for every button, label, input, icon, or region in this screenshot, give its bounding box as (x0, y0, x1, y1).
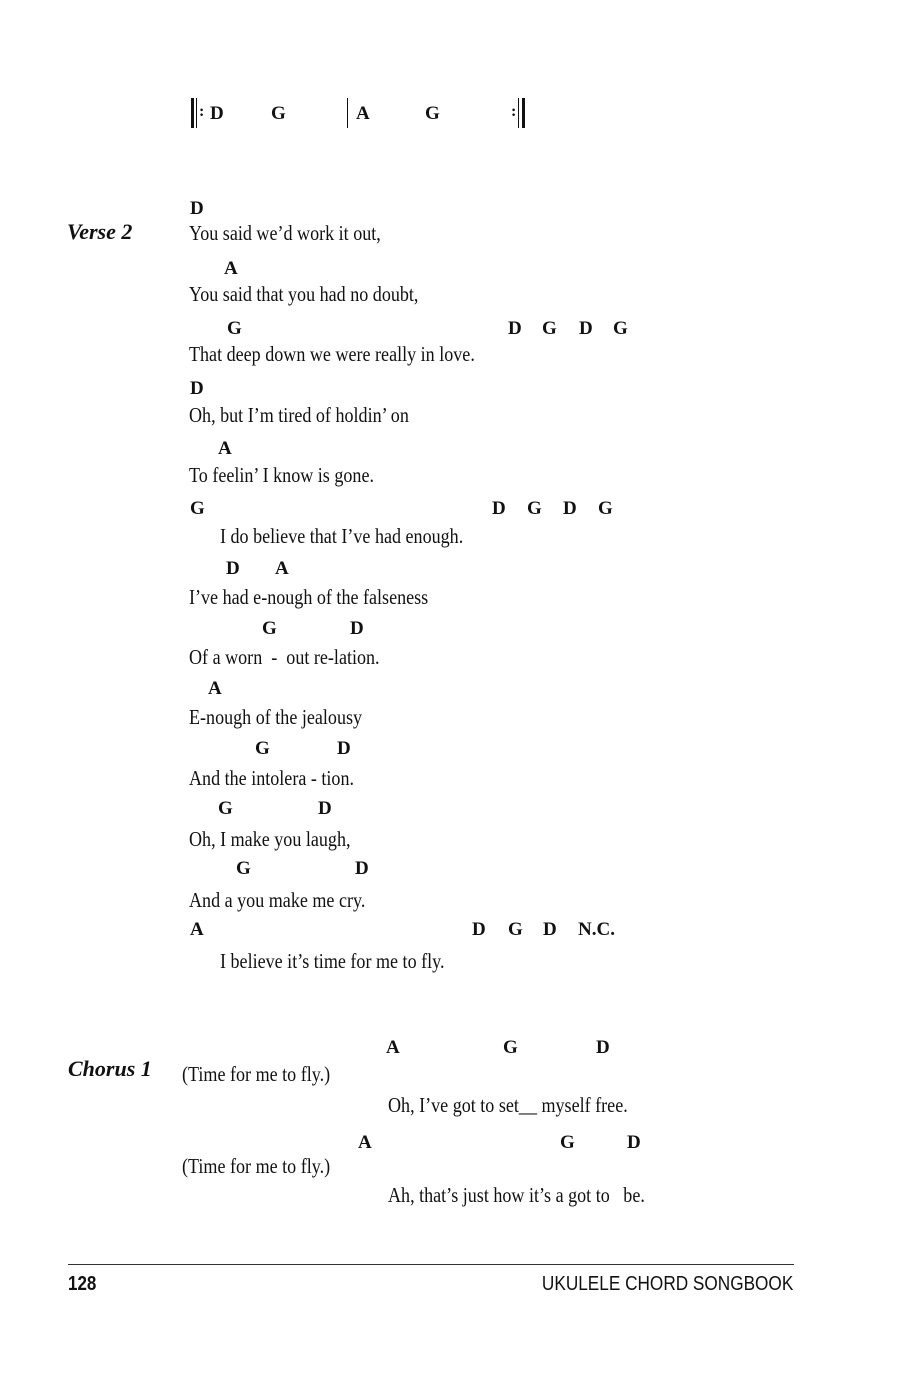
chord: A (386, 1037, 400, 1058)
chord: D (350, 618, 364, 639)
chord: N.C. (578, 919, 615, 940)
chord: D (543, 919, 557, 940)
chord: D (472, 919, 486, 940)
chord: A (358, 1132, 372, 1153)
lyric-line: You said that you had no doubt, (189, 282, 419, 306)
book-title: UKULELE CHORD SONGBOOK (541, 1273, 793, 1295)
repeat-start-thin-barline (196, 98, 197, 128)
chord: G (227, 318, 242, 339)
chord: A (190, 919, 204, 940)
chord: G (190, 498, 205, 519)
chord: G (508, 919, 523, 940)
repeat-end-thin-barline (518, 98, 519, 128)
chord: A (224, 258, 238, 279)
chord: A (275, 558, 289, 579)
lyric-line: And a you make me cry. (189, 888, 366, 912)
lyric-line: E-nough of the jealousy (189, 705, 363, 729)
chord: G (613, 318, 628, 339)
section-label-chorus-1: Chorus 1 (68, 1056, 152, 1081)
chord: D (190, 198, 204, 219)
chord: D (318, 798, 332, 819)
chord: D (579, 318, 593, 339)
chord: G (560, 1132, 575, 1153)
footer-rule (68, 1264, 794, 1265)
lyric-aside: (Time for me to fly.) (182, 1154, 331, 1178)
lyric-line: I do believe that I’ve had enough. (220, 524, 464, 548)
chord: A (208, 678, 222, 699)
repeat-start-thick-barline (191, 98, 194, 128)
lyric-line: You said we’d work it out, (189, 221, 381, 245)
lyric-line: I’ve had e-nough of the falseness (189, 585, 429, 609)
lyric-line: To feelin’ I know is gone. (189, 463, 374, 487)
chord: G (255, 738, 270, 759)
chord: D (210, 103, 224, 124)
page-number: 128 (68, 1273, 97, 1295)
lyric-line: Of a worn - out re-lation. (189, 645, 380, 669)
repeat-end-thick-barline (522, 98, 525, 128)
chord: D (355, 858, 369, 879)
chord: D (508, 318, 522, 339)
repeat-end-dots: : (511, 103, 517, 120)
measure-barline (347, 98, 348, 128)
chord: G (542, 318, 557, 339)
lyric-line: Oh, I’ve got to set__ myself free. (388, 1093, 628, 1117)
chord: G (503, 1037, 518, 1058)
chord: G (527, 498, 542, 519)
chord: D (337, 738, 351, 759)
lyric-line: Oh, but I’m tired of holdin’ on (189, 403, 409, 427)
repeat-start-dots: : (199, 103, 205, 120)
lyric-line: And the intolera - tion. (189, 766, 355, 790)
chord: A (218, 438, 232, 459)
chord: D (596, 1037, 610, 1058)
chord: D (190, 378, 204, 399)
lyric-aside: (Time for me to fly.) (182, 1062, 331, 1086)
chord: D (563, 498, 577, 519)
chord: D (492, 498, 506, 519)
lyric-line: That deep down we were really in love. (189, 342, 475, 366)
chord: D (627, 1132, 641, 1153)
chord: D (226, 558, 240, 579)
chord: A (356, 103, 370, 124)
chord: G (598, 498, 613, 519)
lyric-line: I believe it’s time for me to fly. (220, 949, 445, 973)
chord: G (218, 798, 233, 819)
section-label-verse-2: Verse 2 (67, 219, 133, 244)
chord: G (271, 103, 286, 124)
lyric-line: Oh, I make you laugh, (189, 827, 351, 851)
chord: G (425, 103, 440, 124)
chord: G (262, 618, 277, 639)
lyric-line: Ah, that’s just how it’s a got to be. (388, 1183, 645, 1207)
chord: G (236, 858, 251, 879)
